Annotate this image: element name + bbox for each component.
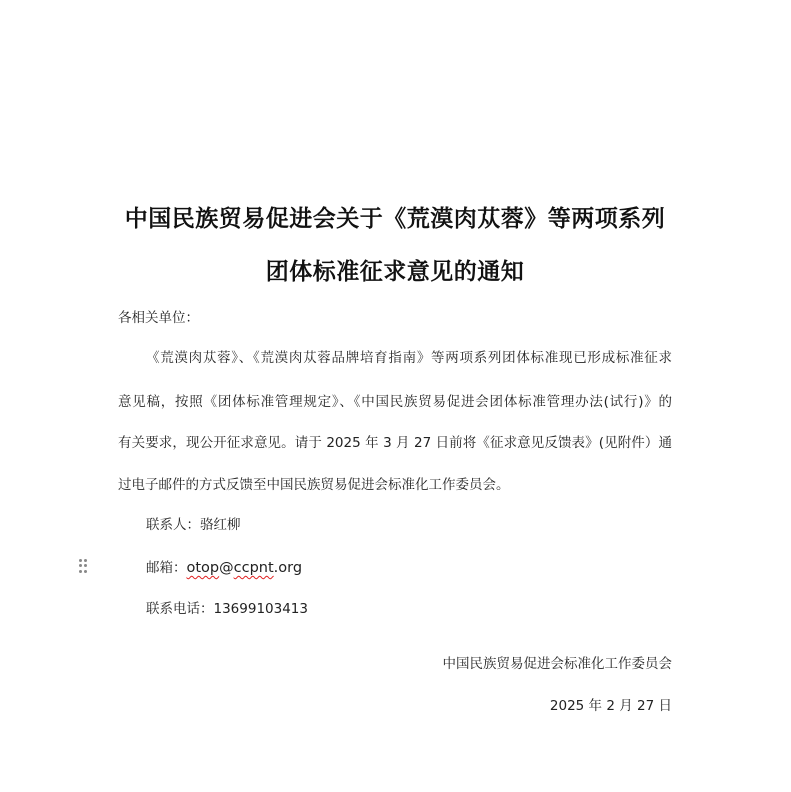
contact-phone — [146, 599, 308, 619]
body-line-2: 意见稿，按照《团体标准管理规定》、《中国民族贸易促进会团体标准管理办法(试行)》的 — [118, 394, 672, 410]
document-title-line-2: 团体标准征求意见的通知 — [265, 258, 525, 285]
salutation: 各相关单位： — [118, 310, 199, 326]
email-at: @ — [219, 560, 234, 576]
document-title-line-1: 中国民族贸易促进会关于《荒漠肉苁蓉》等两项系列 — [124, 205, 666, 232]
body-line-4: 过电子邮件的方式反馈至中国民族贸易促进会标准化工作委员会。 — [118, 477, 510, 493]
contact-phone-number: 13699103413 — [213, 601, 308, 617]
email-tld: .org — [273, 560, 303, 576]
email-user: otop — [186, 560, 220, 576]
signature-org: 中国民族贸易促进会标准化工作委员会 — [442, 656, 672, 672]
email-domain: ccpnt — [233, 560, 274, 576]
contact-person-label: 联系人： — [146, 517, 200, 533]
contact-person — [146, 515, 241, 535]
body-line-3: 有关要求，现公开征求意见。请于 2025 年 3 月 27 日前将《征求意见反馈表》(见附件）通 — [118, 435, 672, 451]
body-line-1: 《荒漠肉苁蓉》、《荒漠肉苁蓉品牌培育指南》等两项系列团体标准现已形成标准征求 — [146, 350, 672, 366]
contact-email-label: 邮箱： — [146, 560, 187, 576]
contact-email — [146, 558, 302, 578]
drag-handle-icon[interactable] — [79, 559, 87, 573]
signature-date: 2025 年 2 月 27 日 — [549, 698, 672, 714]
contact-phone-label: 联系电话： — [146, 601, 214, 617]
contact-person-name: 骆红柳 — [200, 517, 241, 533]
